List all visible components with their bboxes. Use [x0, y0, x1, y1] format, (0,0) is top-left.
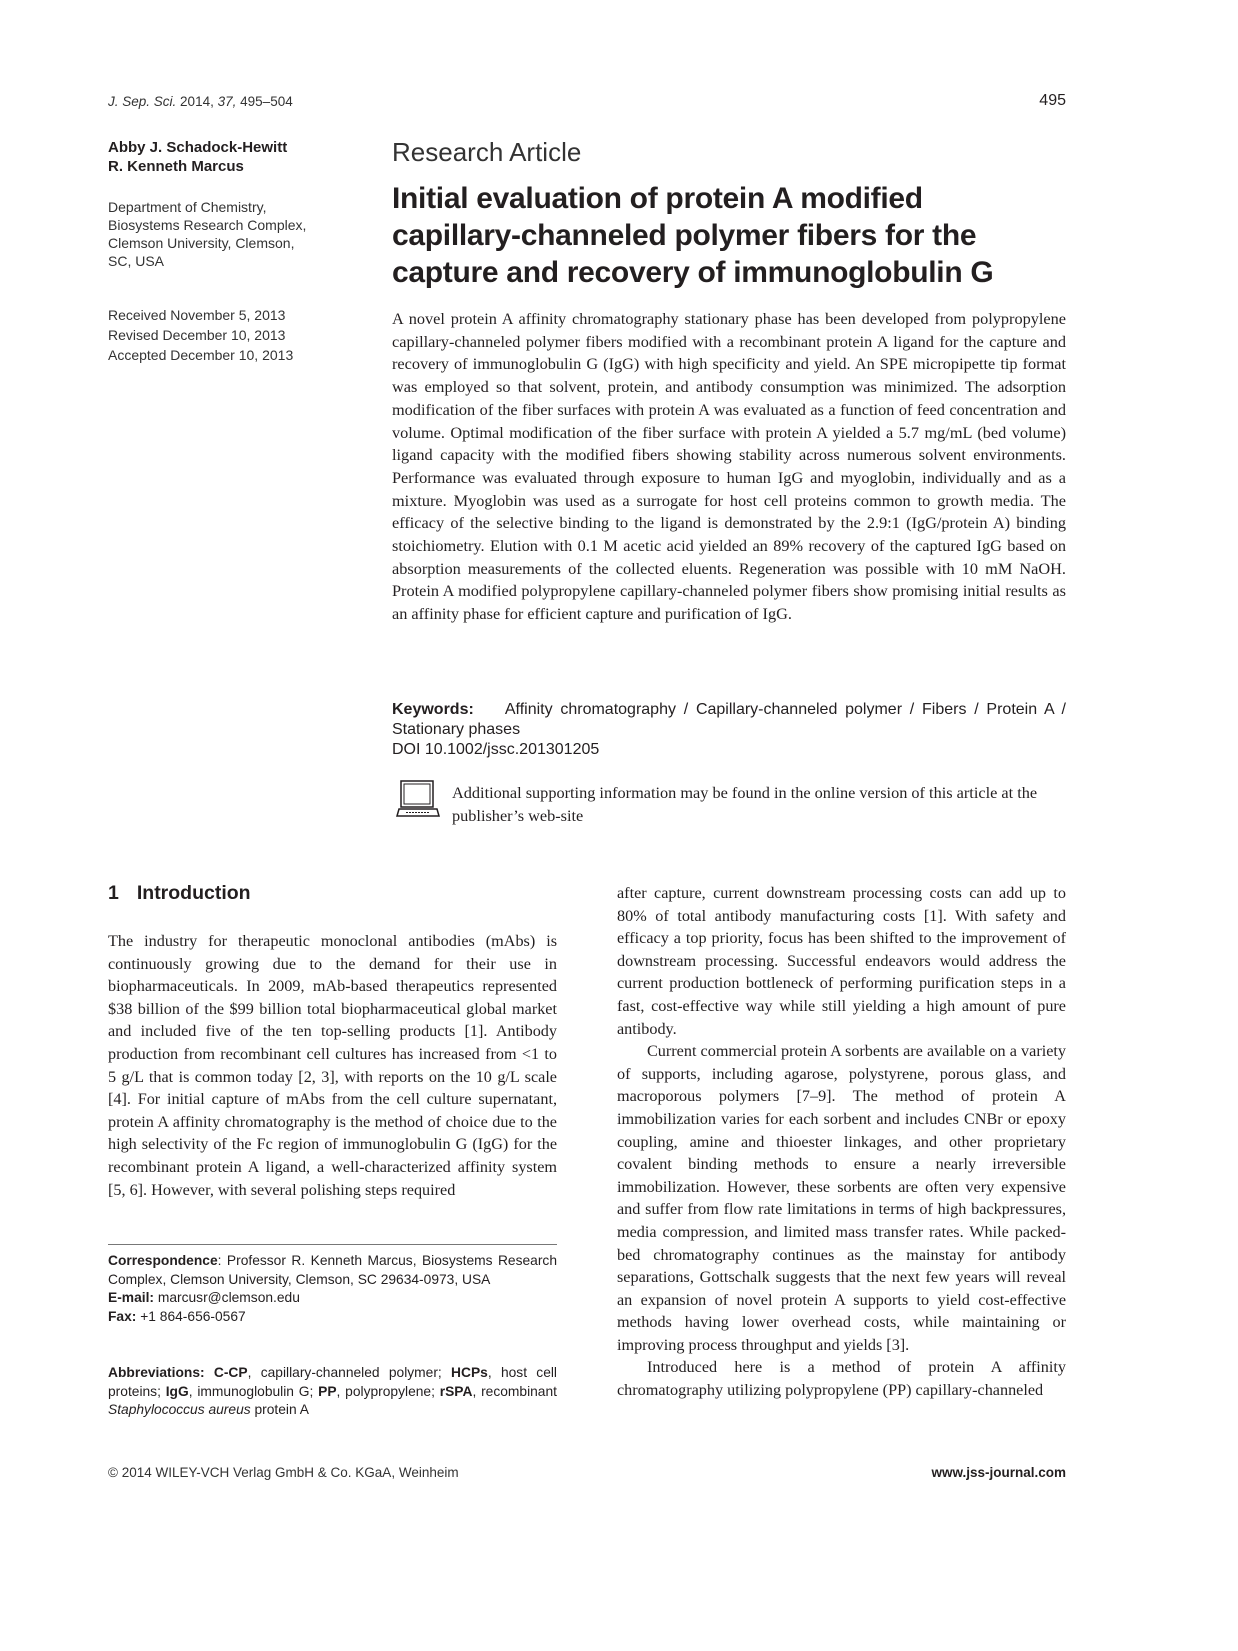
journal-website[interactable]: www.jss-journal.com [931, 1465, 1066, 1480]
paragraph: after capture, current downstream processing costs can add up to 80% of total antibody manufacturing costs [1]. With safety and efficacy a top priority, focus has been shifted to the improvement of downstream processing. Successful endeavors would address the current production bottleneck of performing purification steps in a fast, cost-effective way while still yielding a high amount of pure antibody. [617, 884, 1066, 1038]
paragraph: Introduced here is a method of protein A affinity chromatography utilizing polypropylene (PP) capillary-channeled [617, 1358, 1066, 1400]
correspondence-label: Correspondence [108, 1253, 218, 1268]
section-heading [108, 882, 251, 905]
abbr-term: C-CP [213, 1365, 248, 1380]
abbreviations-label: Abbreviations: [108, 1365, 205, 1380]
article-type: Research Article [392, 137, 582, 167]
abbr-term: HCPs [451, 1365, 488, 1380]
article-title [392, 180, 1092, 291]
fax-number: +1 864-656-0567 [140, 1308, 246, 1324]
received-date: Received November 5, 2013 [108, 307, 286, 323]
email-label: E-mail: [108, 1290, 154, 1305]
abstract: A novel protein A affinity chromatography stationary phase has been developed from polypropylene capillary-channeled polymer fibers modified with a recombinant protein A ligand for the capture and recovery of immunoglobulin G (IgG) with high specificity and yield. An SPE micropipette tip format was employed so that solvent, protein, and antibody consumption was minimized. The adsorption modification of the fiber surfaces with protein A was evaluated as a function of feed concentration and volume. Optimal modification of the fiber surface with protein A yielded a 5.7 mg/mL (bed volume) ligand capacity with the modified fibers showing stability across numerous solvent environments. Performance was evaluated through exposure to human IgG and myoglobin, individually and as a mixture. Myoglobin was used as a surrogate for host cell proteins common to growth media. The efficacy of the selective binding to the ligand is demonstrated by the 2.9:1 (IgG/protein A) binding stoichiometry. Elution with 0.1 M acetic acid yielded an 89% recovery of the captured IgG based on absorption measurements of the collected eluents. Regeneration was possible with 10 mM NaOH. Protein A modified polypropylene capillary-channeled polymer fibers show promising initial results as an affinity phase for efficient capture and purification of IgG. [392, 309, 1066, 624]
title-line: Initial evaluation of protein A modified [392, 182, 923, 215]
section-title: Introduction [136, 882, 251, 904]
keywords-block [392, 700, 1066, 760]
author: Abby J. Schadock-Hewitt [108, 139, 288, 156]
email-link[interactable]: marcusr@clemson.edu [157, 1290, 300, 1305]
keywords-label: Keywords: [392, 701, 474, 718]
paragraph: Current commercial protein A sorbents are available on a variety of supports, including agarose, polystyrene, porous glass, and macroporous polymers [7–9]. The method of protein A immobilization varies for each sorbent and includes CNBr or epoxy coupling, amine and thioester linkages, and other proprietary covalent binding methods to ensure a nearly irreversible immobilization. However, these sorbents are often very expensive and suffer from flow rate limitations in terms of high backpressures, media compression, and limited mass transfer rates. While packed-bed chromatography continues as the mainstay for antibody separations, Gottschalk suggests that the next few years will reveal an expansion of novel protein A supports to yield cost-effective methods having lower overhead costs, while maintaining or improving process throughput and yields [3]. [617, 1042, 1066, 1354]
affiliation-line: Biosystems Research Complex, [108, 217, 307, 233]
species-name: Staphylococcus aureus [108, 1402, 251, 1417]
footnote-divider [108, 1244, 557, 1245]
journal-citation [108, 94, 293, 109]
computer-icon [396, 780, 440, 818]
author: R. Kenneth Marcus [108, 158, 244, 175]
paragraph: The industry for therapeutic monoclonal antibodies (mAbs) is continuously growing due to the demand for their use in biopharmaceuticals. In 2009, mAb-based therapeutics represented $38 billion of the $99 billion total biopharmaceutical global market and included five of the ten top-selling products [1]. Antibody production from recombinant cell cultures has increased from <1 to 5 g/L that is common today [2, 3], with reports on the 10 g/L scale [4]. For initial capture of mAbs from the cell culture supernatant, protein A affinity chromatography is the method of choice due to the high selectivity of the Fc region of immunoglobulin G (IgG) for the recombinant protein A ligand, a well-characterized affinity system [5, 6]. However, with several polishing steps required [108, 932, 557, 1199]
year: 2014, [180, 94, 214, 109]
title-line: capillary-channeled polymer fibers for the [392, 219, 977, 252]
abbr-def: protein A [250, 1402, 309, 1417]
revised-date: Revised December 10, 2013 [108, 327, 286, 343]
abbr-def: , polypropylene; [336, 1383, 440, 1399]
supporting-info-text: Additional supporting information may be found in the online version of this article at the publisher’s web-site [452, 783, 1038, 825]
affiliation [108, 198, 306, 270]
abbr-term: PP [318, 1383, 337, 1399]
fax-label: Fax: [108, 1308, 137, 1324]
pages: 495–504 [240, 94, 293, 109]
abbr-term: rSPA [439, 1383, 473, 1399]
doi[interactable]: DOI 10.1002/jssc.201301205 [392, 741, 600, 758]
abbr-def: , immunoglobulin G; [188, 1383, 319, 1399]
body-column-right [617, 882, 1066, 1402]
keywords-text: Affinity chromatography / Capillary-channeled polymer / Fibers / Protein A / Stationary phases [392, 701, 1067, 738]
affiliation-line: Department of Chemistry, [108, 199, 267, 215]
journal-abbr: J. Sep. Sci. [108, 94, 177, 109]
abbr-def: , capillary-channeled polymer; [247, 1365, 452, 1380]
correspondence [108, 1252, 557, 1326]
body-column-left [108, 930, 557, 1201]
page-number: 495 [1039, 92, 1066, 109]
abbr-term: IgG [165, 1383, 189, 1399]
copyright: © 2014 WILEY-VCH Verlag GmbH & Co. KGaA, Weinheim [108, 1465, 459, 1480]
abbr-def: , recombinant [472, 1383, 557, 1399]
section-number: 1 [108, 882, 119, 904]
article-dates [108, 305, 293, 365]
abbreviations [108, 1364, 557, 1420]
affiliation-line: Clemson University, Clemson, [108, 235, 295, 251]
affiliation-line: SC, USA [108, 253, 165, 269]
volume: 37, [217, 94, 237, 109]
authors [108, 138, 287, 176]
abbr-def: , host cell proteins; [108, 1365, 557, 1399]
correspondence-text: : Professor R. Kenneth Marcus, Biosystems Research Complex, Clemson University, Clemson, SC 29634-0973, USA [108, 1253, 557, 1287]
title-line: capture and recovery of immunoglobulin G [392, 256, 994, 289]
accepted-date: Accepted December 10, 2013 [108, 347, 294, 363]
